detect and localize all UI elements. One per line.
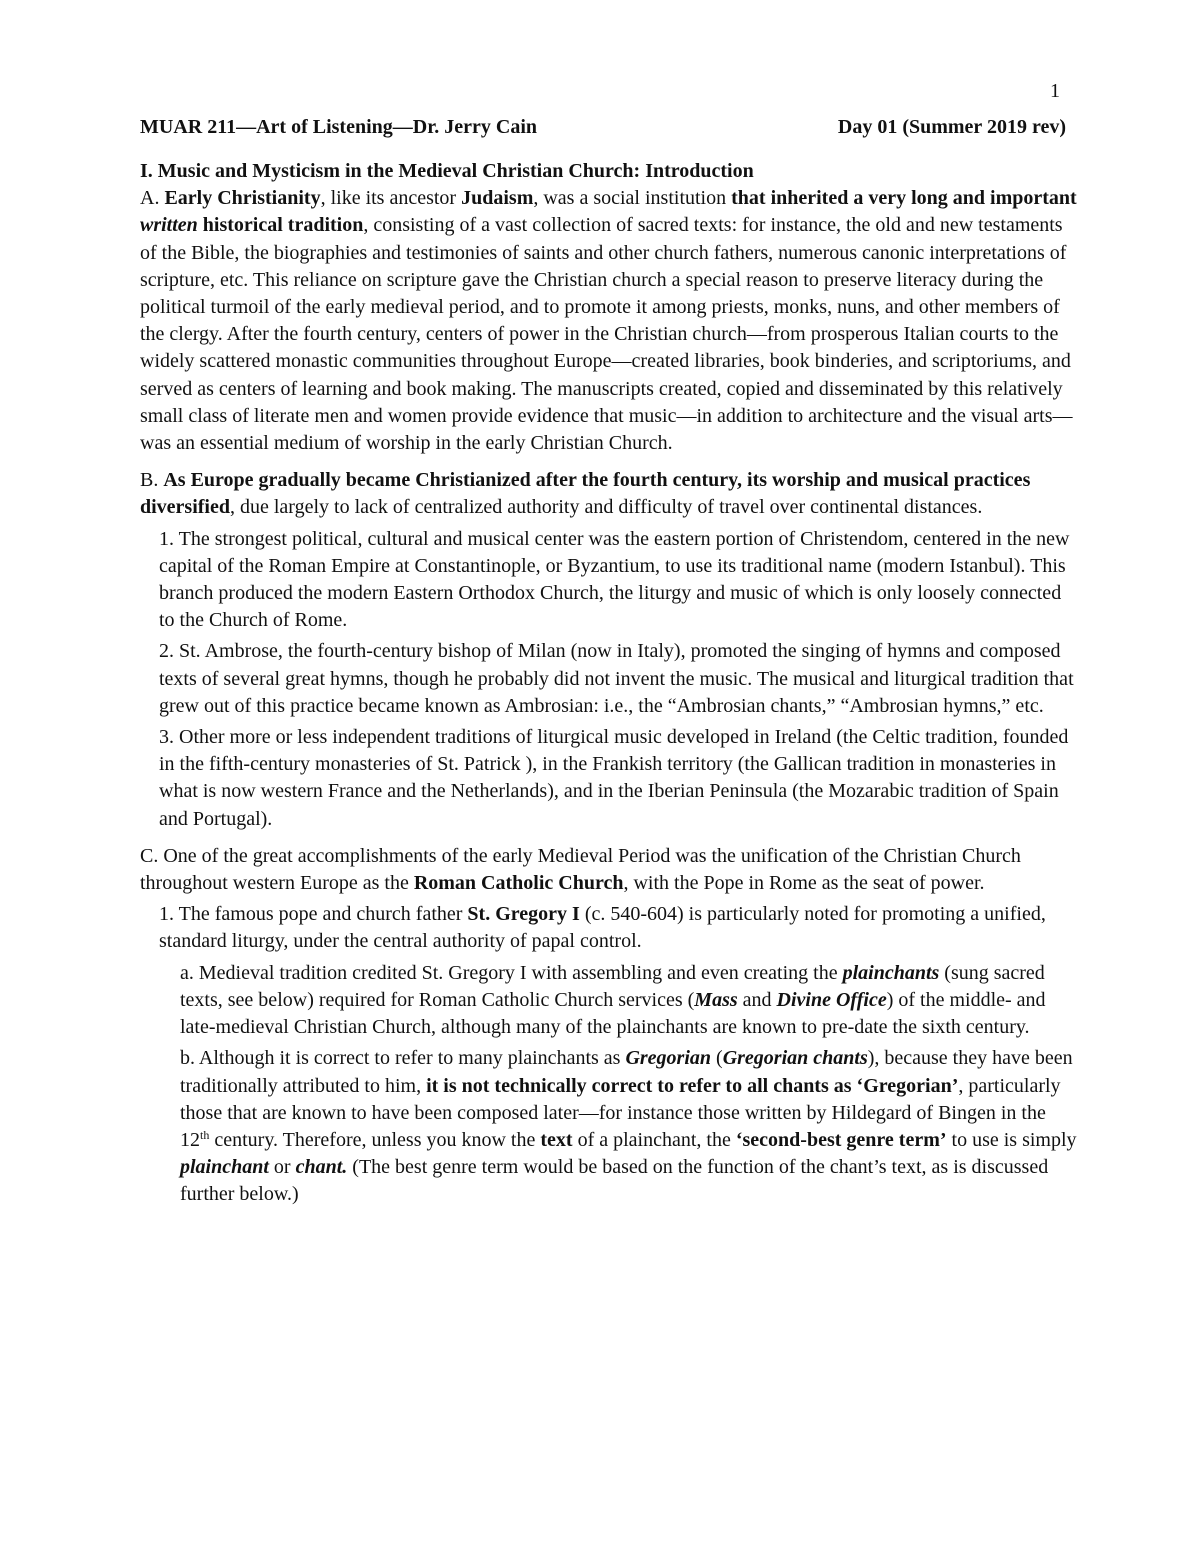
- section-title: I. Music and Mysticism in the Medieval Christian Church: Introduction: [140, 160, 754, 182]
- paragraph-b: B. As Europe gradually became Christianized after the fourth century, its worship and musical practices diversified, due largely to lack of centralized authority and difficulty of travel over continental distances.: [140, 469, 1031, 519]
- document-body: [140, 114, 1080, 1209]
- course-title: MUAR 211—Art of Listening—Dr. Jerry Cain: [140, 116, 538, 138]
- paragraph-c: C. One of the great accomplishments of the early Medieval Period was the unification of the Christian Church throughout western Europe as the Roman Catholic Church, with the Pope in Rome as the seat of power.: [140, 844, 1021, 895]
- paragraph-b1: 1. The strongest political, cultural and musical center was the eastern portion of Christendom, centered in the new capital of the Roman Empire at Constantinople, or Byzantium, to use its traditional name (modern Istanbul). This branch produced the modern Eastern Orthodox Church, the liturgy and music of which is only loosely connected to the Church of Rome.: [159, 527, 1070, 632]
- paragraph-c1b: b. Although it is correct to refer to many plainchants as Gregorian (Gregorian chants), because they have been traditionally attributed to him, it is not technically correct to refer to all chants as ‘Gregorian’, particularly those that are known to have been composed later—for instance those written by Hildegard of Bingen in the 12th century. Therefore, unless you know the text of a plainchant, the ‘second-best genre term’ to use is simply plainchant or chant. (The best genre term would be based on the function of the chant’s text, as is discussed further below.): [180, 1047, 1077, 1206]
- paragraph-c1: 1. The famous pope and church father St. Gregory I (c. 540-604) is particularly noted for promoting a unified, standard liturgy, under the central authority of papal control.: [159, 903, 1046, 953]
- paragraph-b2: 2. St. Ambrose, the fourth-century bishop of Milan (now in Italy), promoted the singing of hymns and composed texts of several great hymns, though he probably did not invent the music. The musical and liturgical tradition that grew out of this practice became known as Ambrosian: i.e., the “Ambrosian chants,” “Ambrosian hymns,” etc.: [159, 640, 1074, 717]
- paragraph-a: A. Early Christianity, like its ancestor Judaism, was a social institution that inherited a very long and important written historical tradition, consisting of a vast collection of sacred texts: for instance, the old and new testaments of the Bible, the biographies and testimonies of saints and other church fathers, numerous canonic interpretations of scripture, etc. This reliance on scripture gave the Christian church a special reason to preserve literacy during the political turmoil of the early medieval period, and to promote it among priests, monks, nuns, and other members of the clergy. After the fourth century, centers of power in the Christian church—from prosperous Italian courts to the widely scattered monastic communities throughout Europe—created libraries, book binderies, and scriptoriums, and served as centers of learning and book making. The manuscripts created, copied and disseminated by this relatively small class of literate men and women provide evidence that music—in addition to architecture and the visual arts—was an essential medium of worship in the early Christian Church.: [140, 187, 1077, 455]
- document-header: [140, 114, 1080, 142]
- day-label: Day 01 (Summer 2019 rev): [837, 116, 1066, 138]
- paragraph-b3: 3. Other more or less independent traditions of liturgical music developed in Ireland (the Celtic tradition, founded in the fifth-century monasteries of St. Patrick ), in the Frankish territory (the Gallican tradition in monasteries in what is now western France and the Netherlands), and in the Iberian Peninsula (the Mozarabic tradition of Spain and Portugal).: [159, 726, 1069, 830]
- page-number: 1: [1050, 80, 1060, 102]
- paragraph-c1a: a. Medieval tradition credited St. Gregory I with assembling and even creating the plainchants (sung sacred texts, see below) required for Roman Catholic Church services (Mass and Divine Office) of the middle- and late-medieval Christian Church, although many of the plainchants are known to pre-date the sixth century.: [180, 961, 1046, 1039]
